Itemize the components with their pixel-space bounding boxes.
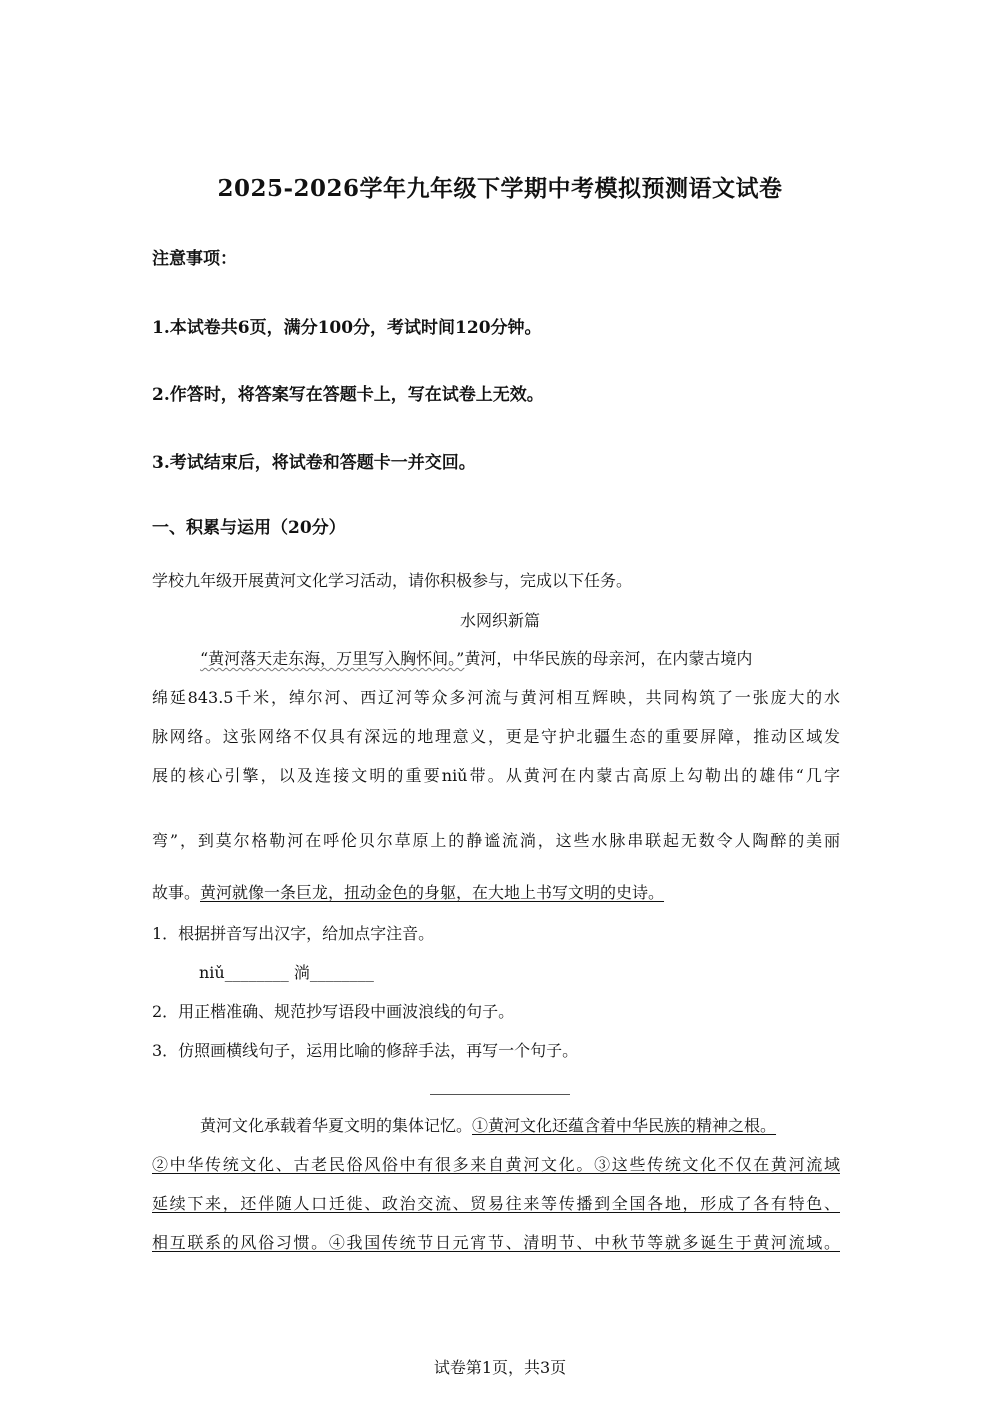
section-intro: 学校九年级开展黄河文化学习活动，请你积极参与，完成以下任务。 [152,571,633,590]
passage1-line-1 [200,646,752,669]
passage2-line-4: 相互联系的风俗习惯。④我国传统节日元宵节、清明节、中秋节等就多诞生于黄河流域。 [152,1233,840,1252]
passage1-line-2: 绵延843.5千米，绰尔河、西辽河等众多河流与黄河相互辉映，共同构筑了一张庞大的水 [152,688,840,707]
passage2-underlined-1: ①黄河文化还蕴含着中华民族的精神之根。 [472,1116,777,1135]
passage-title: 水网织新篇 [459,611,540,630]
page-footer: 试卷第1页，共3页 [433,1358,567,1377]
passage2-line-1-start: 黄河文化承载着华夏文明的集体记忆。 [200,1116,473,1135]
question-3: 3．仿照画横线句子，运用比喻的修辞手法，再写一个句子。 [152,1041,579,1060]
notice-item-2: 2.作答时，将答案写在答题卡上，写在试卷上无效。 [152,385,544,405]
answer-line [430,1094,570,1095]
passage1-line-6-start: 故事。 [152,883,201,902]
passage1-line-5: 弯”，到莫尔格勒河在呼伦贝尔草原上的静谧流淌，这些水脉串联起无数令人陶醉的美丽 [152,831,840,850]
passage2-line-2: ②中华传统文化、古老民俗风俗中有很多来自黄河文化。③这些传统文化不仅在黄河流域 [152,1155,840,1174]
question-1-blanks: niǔ________ 淌________ [199,963,374,982]
notice-item-1: 1.本试卷共6页，满分100分，考试时间120分钟。 [152,318,542,338]
question-1: 1．根据拼音写出汉字，给加点字注音。 [152,924,435,943]
section-heading: 一、积累与运用（20分） [152,518,346,538]
underlined-sentence: 黄河就像一条巨龙，扭动金色的身躯，在大地上书写文明的史诗。 [200,883,665,902]
passage2-line-1 [200,1113,776,1136]
notice-item-3: 3.考试结束后，将试卷和答题卡一并交回。 [152,453,476,473]
passage2-line-3: 延续下来，还伴随人口迁徙、政治交流、贸易往来等传播到全国各地，形成了各有特色、 [152,1194,840,1213]
wavy-underlined-quote: “黄河落天走东海，万里写入胸怀间。” [200,649,465,668]
passage1-line-3: 脉网络。这张网络不仅具有深远的地理意义，更是守护北疆生态的重要屏障，推动区域发 [152,727,840,746]
passage1-line-4: 展的核心引擎，以及连接文明的重要niǔ带。从黄河在内蒙古高原上勾勒出的雄伟“几字 [152,766,840,785]
passage1-line-6 [152,880,664,903]
question-2: 2．用正楷准确、规范抄写语段中画波浪线的句子。 [152,1002,515,1021]
exam-title: 2025-2026学年九年级下学期中考模拟预测语文试卷 [217,175,783,202]
passage1-line-1-rest: 黄河，中华民族的母亲河，在内蒙古境内 [464,649,753,668]
notice-heading: 注意事项： [152,249,237,269]
